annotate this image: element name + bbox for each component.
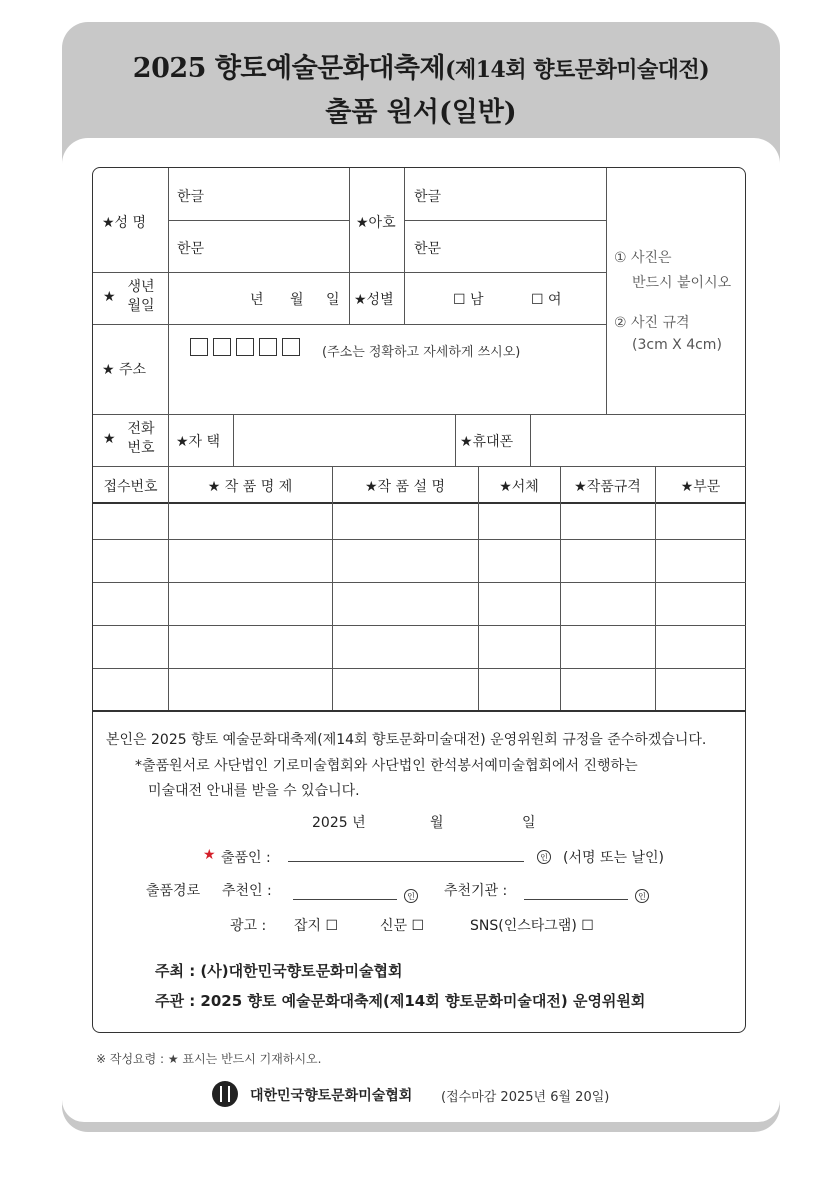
name-hanmun-label: 한문	[177, 241, 205, 257]
date-day: 일	[522, 815, 536, 831]
table-header-work-desc: ★작 품 설 명	[365, 479, 445, 495]
ad-label: 광고 :	[230, 918, 267, 934]
postal-box[interactable]	[213, 338, 231, 356]
pledge-line-3: 미술대전 안내를 받을 수 있습니다.	[148, 783, 360, 799]
pen-hangul-label: 한글	[414, 189, 442, 205]
rec-org-line[interactable]	[524, 899, 628, 900]
recommender-line[interactable]	[293, 899, 397, 900]
birth-day: 일	[326, 292, 340, 308]
date-month: 월	[430, 815, 444, 831]
address-note: (주소는 정확하고 자세하게 쓰시오)	[322, 345, 521, 360]
table-header-work-title: ★ 작 품 명 제	[207, 479, 293, 495]
writing-guide-note: ※ 작성요령 : ★ 표시는 반드시 기재하시오.	[96, 1052, 322, 1066]
rec-org-seal: 인	[635, 889, 649, 903]
birth-label: 생년 월일	[127, 279, 155, 314]
birth-month: 월	[290, 292, 304, 308]
postal-box[interactable]	[259, 338, 277, 356]
table-header-script: ★서체	[499, 479, 539, 495]
table-header-receipt-no: 접수번호	[103, 479, 158, 495]
table-header-category: ★부문	[680, 479, 721, 495]
rec-org-label: 추천기관 :	[444, 883, 508, 899]
application-form	[92, 167, 746, 1033]
recommender-label: 추천인 :	[222, 883, 272, 899]
gender-male-checkbox[interactable]: ☐ 남	[453, 292, 484, 308]
name-label: ★성 명	[102, 215, 147, 231]
home-phone-label: ★자 택	[176, 434, 221, 450]
photo-note-2b: (3cm X 4cm)	[632, 337, 722, 353]
pen-name-label: ★아호	[356, 215, 396, 231]
applicant-seal: 인	[537, 850, 551, 864]
date-year: 2025 년	[312, 815, 366, 831]
postal-box[interactable]	[190, 338, 208, 356]
photo-note-1b: 반드시 붙이시오	[632, 275, 732, 291]
ad-sns-checkbox[interactable]: SNS(인스타그램) ☐	[470, 918, 594, 934]
sign-note: (서명 또는 날인)	[563, 850, 664, 866]
ad-magazine-checkbox[interactable]: 잡지 ☐	[294, 918, 339, 934]
footer-deadline: (접수마감 2025년 6월 20일)	[441, 1090, 610, 1105]
mobile-phone-label: ★휴대폰	[460, 434, 514, 450]
pledge-line-1: 본인은 2025 향토 예술문화대축제(제14회 향토문화미술대전) 운영위원회 규정을 준수하겠습니다.	[106, 732, 707, 748]
gender-label: ★성별	[354, 292, 394, 308]
phone-star: ★	[103, 431, 116, 447]
postal-box[interactable]	[282, 338, 300, 356]
birth-star: ★	[103, 289, 116, 305]
name-hangul-label: 한글	[177, 189, 205, 205]
ad-newspaper-checkbox[interactable]: 신문 ☐	[380, 918, 425, 934]
applicant-star: ★	[203, 847, 216, 863]
organizer-org: 주관 : 2025 향토 예술문화대축제(제14회 향토문화미술대전) 운영위원회	[155, 992, 646, 1010]
pen-hanmun-label: 한문	[414, 241, 442, 257]
pledge-line-2: *출품원서로 사단법인 기로미술협회와 사단법인 한석봉서예미술협회에서 진행하는	[135, 758, 638, 774]
host-org: 주최 : (사)대한민국향토문화미술협회	[155, 962, 403, 980]
footer-org-name: 대한민국향토문화미술협회	[250, 1088, 413, 1104]
page-subtitle: 출품 원서(일반)	[325, 97, 517, 128]
route-label: 출품경로	[146, 883, 201, 899]
birth-year: 년	[250, 292, 264, 308]
photo-note-2: ② 사진 규격	[614, 315, 690, 331]
applicant-signature-line[interactable]	[288, 861, 524, 862]
postal-box[interactable]	[236, 338, 254, 356]
phone-label: 전화 번호	[127, 421, 155, 456]
association-logo-icon	[212, 1081, 238, 1107]
page-title: 2025 향토예술문화대축제(제14회 향토문화미술대전)	[132, 53, 710, 84]
gender-female-checkbox[interactable]: ☐ 여	[531, 292, 562, 308]
photo-note-1: ① 사진은	[614, 250, 672, 266]
applicant-label: 출품인 :	[221, 850, 271, 866]
recommender-seal: 인	[404, 889, 418, 903]
table-header-size: ★작품규격	[574, 479, 641, 495]
postal-code-boxes[interactable]	[190, 338, 305, 356]
address-label: ★ 주소	[102, 362, 147, 378]
